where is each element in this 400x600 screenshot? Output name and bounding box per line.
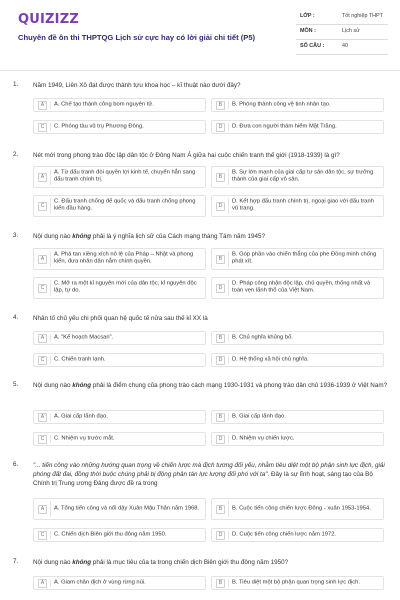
option-text: B. Chủ nghĩa khủng bố.	[232, 334, 293, 341]
option-letter: C	[38, 435, 47, 444]
emphasis-not: không	[72, 233, 92, 240]
option-b[interactable]	[211, 576, 384, 590]
option-text: A. "Kế hoạch Macsan".	[54, 334, 114, 341]
meta-info-panel	[296, 10, 388, 55]
option-text: D. Nhiệm vụ chiến lược.	[232, 435, 295, 442]
option-letter: A	[38, 579, 47, 588]
option-letter: B	[216, 505, 225, 514]
option-letter: C	[38, 531, 47, 540]
option-text: B. Sự lớn mạnh của giai cấp tư sản dân tộc, sự trưởng thành của giai cấp vô sản.	[232, 169, 374, 183]
question-number: 7.	[13, 558, 19, 565]
option-letter: B	[216, 579, 225, 588]
question-text: Nội dung nào không phải là mục tiêu của ta trong chiến dịch Biên giới thu đông năm 1950?	[33, 559, 289, 566]
option-text: D. Cuộc tiến công chiến lược năm 1972.	[232, 531, 337, 538]
option-text: A. Từ đấu tranh đòi quyền lợi kinh tế, chuyển hẳn sang đấu tranh chính trị.	[54, 169, 196, 183]
option-c[interactable]	[33, 353, 206, 367]
option-a[interactable]	[33, 576, 206, 590]
option-text: A. Giam chân địch ở vùng rừng núi.	[54, 579, 146, 586]
option-d[interactable]	[211, 528, 384, 542]
option-c[interactable]	[33, 120, 206, 134]
option-letter: D	[216, 531, 225, 540]
option-a[interactable]	[33, 248, 206, 270]
option-letter: B	[216, 173, 225, 182]
option-letter: B	[216, 255, 225, 264]
emphasis-not: không	[72, 382, 92, 389]
option-text: B. Phóng thành công vệ tinh nhân tạo.	[232, 101, 331, 108]
option-letter: B	[216, 334, 225, 343]
option-d[interactable]	[211, 353, 384, 367]
option-letter: B	[216, 101, 225, 110]
option-text: C. Chiến tranh lạnh.	[54, 356, 106, 363]
option-text: B. Cuộc tiến công chiến lược Đông - xuân 1953-1954.	[232, 505, 371, 512]
option-text: C. Nhiệm vụ trước mắt.	[54, 435, 115, 442]
option-c[interactable]	[33, 277, 206, 299]
option-b[interactable]	[211, 410, 384, 424]
option-letter: A	[38, 101, 47, 110]
option-b[interactable]	[211, 498, 384, 520]
option-text: A. Phá tan xiềng xích nô lệ của Pháp – Nhật và phong kiến, đưa nhân dân nắm chính quyền.	[54, 251, 194, 265]
header-divider	[0, 70, 400, 71]
option-text: B. Góp phần vào chiến thắng của phe Đồng minh chống phát xít.	[232, 251, 377, 265]
meta-row-question-count	[296, 40, 388, 55]
meta-row-class	[296, 10, 388, 25]
option-text: C. Phóng tàu vũ trụ Phương Đông.	[54, 123, 144, 130]
option-text: C. Đấu tranh chống đế quốc và đấu tranh chống phong kiến đầu hàng.	[54, 198, 196, 212]
option-d[interactable]	[211, 195, 384, 217]
option-letter: A	[38, 505, 47, 514]
meta-value: Tốt nghiệp THPT	[342, 13, 383, 19]
question-number: 3.	[13, 232, 19, 239]
option-c[interactable]	[33, 432, 206, 446]
option-text: C. Mở ra một kỉ nguyên mới của dân tộc, kỉ nguyên độc lập, tự do.	[54, 280, 197, 294]
option-b[interactable]	[211, 248, 384, 270]
question-number: 2.	[13, 151, 19, 158]
option-letter: C	[38, 123, 47, 132]
option-letter: C	[38, 356, 47, 365]
option-letter: C	[38, 284, 47, 293]
document-title: Chuyên đề ôn thi THPTQG Lịch sử cực hay có lời giải chi tiết (P5)	[18, 33, 256, 42]
option-text: B. Giai cấp lãnh đạo.	[232, 413, 286, 420]
meta-row-subject	[296, 25, 388, 40]
option-text: A. Chế tạo thành công bom nguyên tử.	[54, 101, 154, 108]
option-d[interactable]	[211, 120, 384, 134]
option-b[interactable]	[211, 166, 384, 188]
question-number: 6.	[13, 461, 19, 468]
option-b[interactable]	[211, 331, 384, 345]
option-letter: A	[38, 173, 47, 182]
option-text: A. Tổng tiến công và nổi dậy Xuân Mậu Thân năm 1968.	[54, 505, 200, 512]
option-a[interactable]	[33, 331, 206, 345]
option-letter: A	[38, 255, 47, 264]
question-number: 4.	[13, 314, 19, 321]
option-text: D. Hệ thống xã hội chủ nghĩa.	[232, 356, 309, 363]
quoted-text: "... tiến công vào những hướng quan trọng về chiến lược mà địch tương đối yếu, nhằm tiêu diệt một bộ phận sinh lực địch, giải phóng đất đai, đồng thời buộc chúng phải bị động phân tán lực lượng đối phó với ta"	[33, 462, 385, 478]
meta-value: Lịch sử	[342, 28, 360, 34]
option-c[interactable]	[33, 528, 206, 542]
meta-key: SỐ CÂU :	[300, 43, 325, 49]
meta-key: LỚP :	[300, 13, 315, 19]
option-text: D. Đưa con người thám hiểm Mặt Trăng.	[232, 123, 337, 130]
question-text: Năm 1949, Liên Xô đạt được thành tựu khoa học – kĩ thuật nào dưới đây?	[33, 82, 241, 89]
option-text: C. Chiến dịch Biên giới thu đông năm 1950.	[54, 531, 167, 538]
option-letter: A	[38, 334, 47, 343]
option-b[interactable]	[211, 98, 384, 112]
option-letter: D	[216, 202, 225, 211]
option-a[interactable]	[33, 98, 206, 112]
option-letter: D	[216, 284, 225, 293]
meta-key: MÔN :	[300, 28, 316, 34]
meta-value: 40	[342, 43, 348, 49]
option-letter: D	[216, 435, 225, 444]
option-a[interactable]	[33, 166, 206, 188]
option-d[interactable]	[211, 277, 384, 299]
question-text: Nội dung nào không phải là ý nghĩa lịch sử của Cách mạng tháng Tám năm 1945?	[33, 233, 265, 240]
question-number: 5.	[13, 381, 19, 388]
option-text: D. Kết hợp đấu tranh chính trị, ngoại giao với đấu tranh vũ trang.	[232, 198, 374, 212]
option-letter: D	[216, 123, 225, 132]
option-letter: C	[38, 202, 47, 211]
document-header	[0, 0, 400, 70]
emphasis-not: không	[72, 559, 92, 566]
question-number: 1.	[13, 81, 19, 88]
option-c[interactable]	[33, 195, 206, 217]
question-text: Nhân tố chủ yếu chi phối quan hệ quốc tế nửa sau thế kỉ XX là	[33, 315, 208, 322]
option-letter: B	[216, 413, 225, 422]
option-letter: D	[216, 356, 225, 365]
option-a[interactable]	[33, 498, 206, 520]
option-text: B. Tiêu diệt một bộ phận quan trọng sinh lực địch.	[232, 579, 360, 586]
question-text: "... tiến công vào những hướng quan trọng về chiến lược mà địch tương đối yếu, nhằm tiêu diệt một bộ phận sinh lực địch, giải phóng đất đai, đồng thời buộc chúng phải bị động phân tán lực lượng đối phó với ta". Đây là sự lĩnh hoạt, sáng tạo của Bộ Chính trị Trung ương Đảng được đề ra trong	[33, 462, 385, 487]
option-a[interactable]	[33, 410, 206, 424]
quizizz-logo: QUIZIZZ	[18, 12, 79, 27]
question-text: Nét mới trong phong trào độc lập dân tộc ở Đông Nam Á giữa hai cuộc chiến tranh thế giới (1918-1939) là gì?	[33, 152, 340, 159]
option-d[interactable]	[211, 432, 384, 446]
option-text: D. Pháp công nhận độc lập, chủ quyền, thống nhất và toàn vẹn lãnh thổ của Việt Nam.	[232, 280, 371, 294]
option-letter: A	[38, 413, 47, 422]
option-text: A. Giai cấp lãnh đạo.	[54, 413, 108, 420]
question-text: Nội dung nào không phải là điểm chung của phong trào cách mạng 1930-1931 và phong trào dân chủ 1936-1939 ở Việt Nam?	[33, 382, 388, 389]
